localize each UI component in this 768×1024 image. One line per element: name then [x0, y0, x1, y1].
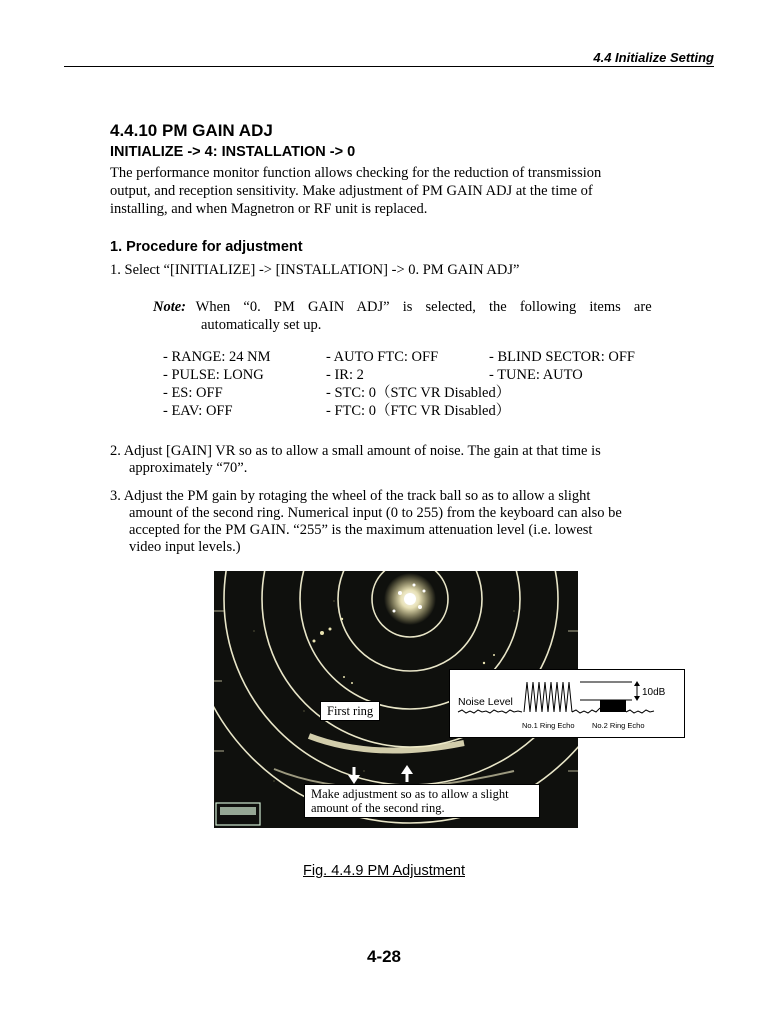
- step-2: [110, 443, 658, 477]
- noise-level-label: Noise Level: [458, 696, 513, 708]
- note-label: Note:: [153, 299, 187, 315]
- setting-item: - FTC: 0（FTC VR Disabled）: [326, 403, 511, 419]
- header-rule: [64, 66, 714, 67]
- procedure-heading: 1. Procedure for adjustment: [110, 239, 303, 255]
- setting-item: - EAV: OFF: [163, 403, 233, 419]
- setting-item: - ES: OFF: [163, 385, 223, 401]
- menu-path: INITIALIZE -> 4: INSTALLATION -> 0: [110, 144, 356, 160]
- settings-column-3: [489, 348, 635, 384]
- ring1-echo-label: No.1 Ring Echo: [522, 721, 575, 730]
- running-header: 4.4 Initialize Setting: [593, 50, 714, 65]
- intro-line: installing, and when Magnetron or RF unit is replaced.: [110, 201, 428, 217]
- setting-item: - PULSE: LONG: [163, 367, 264, 383]
- first-ring-callout: [320, 701, 380, 721]
- adjustment-callout: [304, 784, 540, 818]
- figure-caption: Fig. 4.4.9 PM Adjustment: [303, 863, 465, 879]
- setting-item: - IR: 2: [326, 367, 364, 383]
- intro-paragraph: [110, 164, 658, 218]
- ring2-echo-label: No.2 Ring Echo: [592, 721, 645, 730]
- settings-column-2: [326, 348, 510, 420]
- intro-line: The performance monitor function allows checking for the reduction of transmission: [110, 165, 602, 181]
- settings-column-1: [163, 348, 271, 420]
- setting-item: - AUTO FTC: OFF: [326, 349, 439, 365]
- step-3-line: 3. Adjust the PM gain by rotaging the wheel of the track ball so as to allow a slight: [110, 488, 591, 504]
- step-2-line: 2. Adjust [GAIN] VR so as to allow a small amount of noise. The gain at that time is: [110, 443, 601, 459]
- section-title: 4.4.10 PM GAIN ADJ: [110, 121, 273, 140]
- setting-item: - BLIND SECTOR: OFF: [489, 349, 635, 365]
- step-3: [110, 488, 658, 556]
- first-ring-label: First ring: [327, 704, 374, 718]
- step-3-line: accepted for the PM GAIN. “255” is the maximum attenuation level (i.e. lowest: [129, 522, 593, 538]
- setting-item: - TUNE: AUTO: [489, 367, 583, 383]
- adjustment-label-line: Make adjustment so as to allow a slight: [311, 787, 509, 801]
- note-line-2: automatically set up.: [201, 317, 322, 333]
- step-3-line: video input levels.): [129, 539, 241, 555]
- step-3-line: amount of the second ring. Numerical input (0 to 255) from the keyboard can also be: [129, 505, 622, 521]
- echo-level-diagram: [449, 669, 685, 738]
- page-number: 4-28: [366, 947, 402, 966]
- setting-item: - RANGE: 24 NM: [163, 349, 271, 365]
- note: [153, 298, 652, 316]
- db-label: 10dB: [642, 687, 666, 698]
- setting-item: - STC: 0（STC VR Disabled）: [326, 385, 511, 401]
- note-line-1: When “0. PM GAIN ADJ” is selected, the following items are: [195, 299, 652, 315]
- step-2-line: approximately “70”.: [129, 460, 248, 476]
- intro-line: output, and reception sensitivity. Make adjustment of PM GAIN ADJ at the time of: [110, 183, 593, 199]
- adjustment-label-line: amount of the second ring.: [311, 801, 445, 815]
- step-1: 1. Select “[INITIALIZE] -> [INSTALLATION] -> 0. PM GAIN ADJ”: [110, 262, 520, 278]
